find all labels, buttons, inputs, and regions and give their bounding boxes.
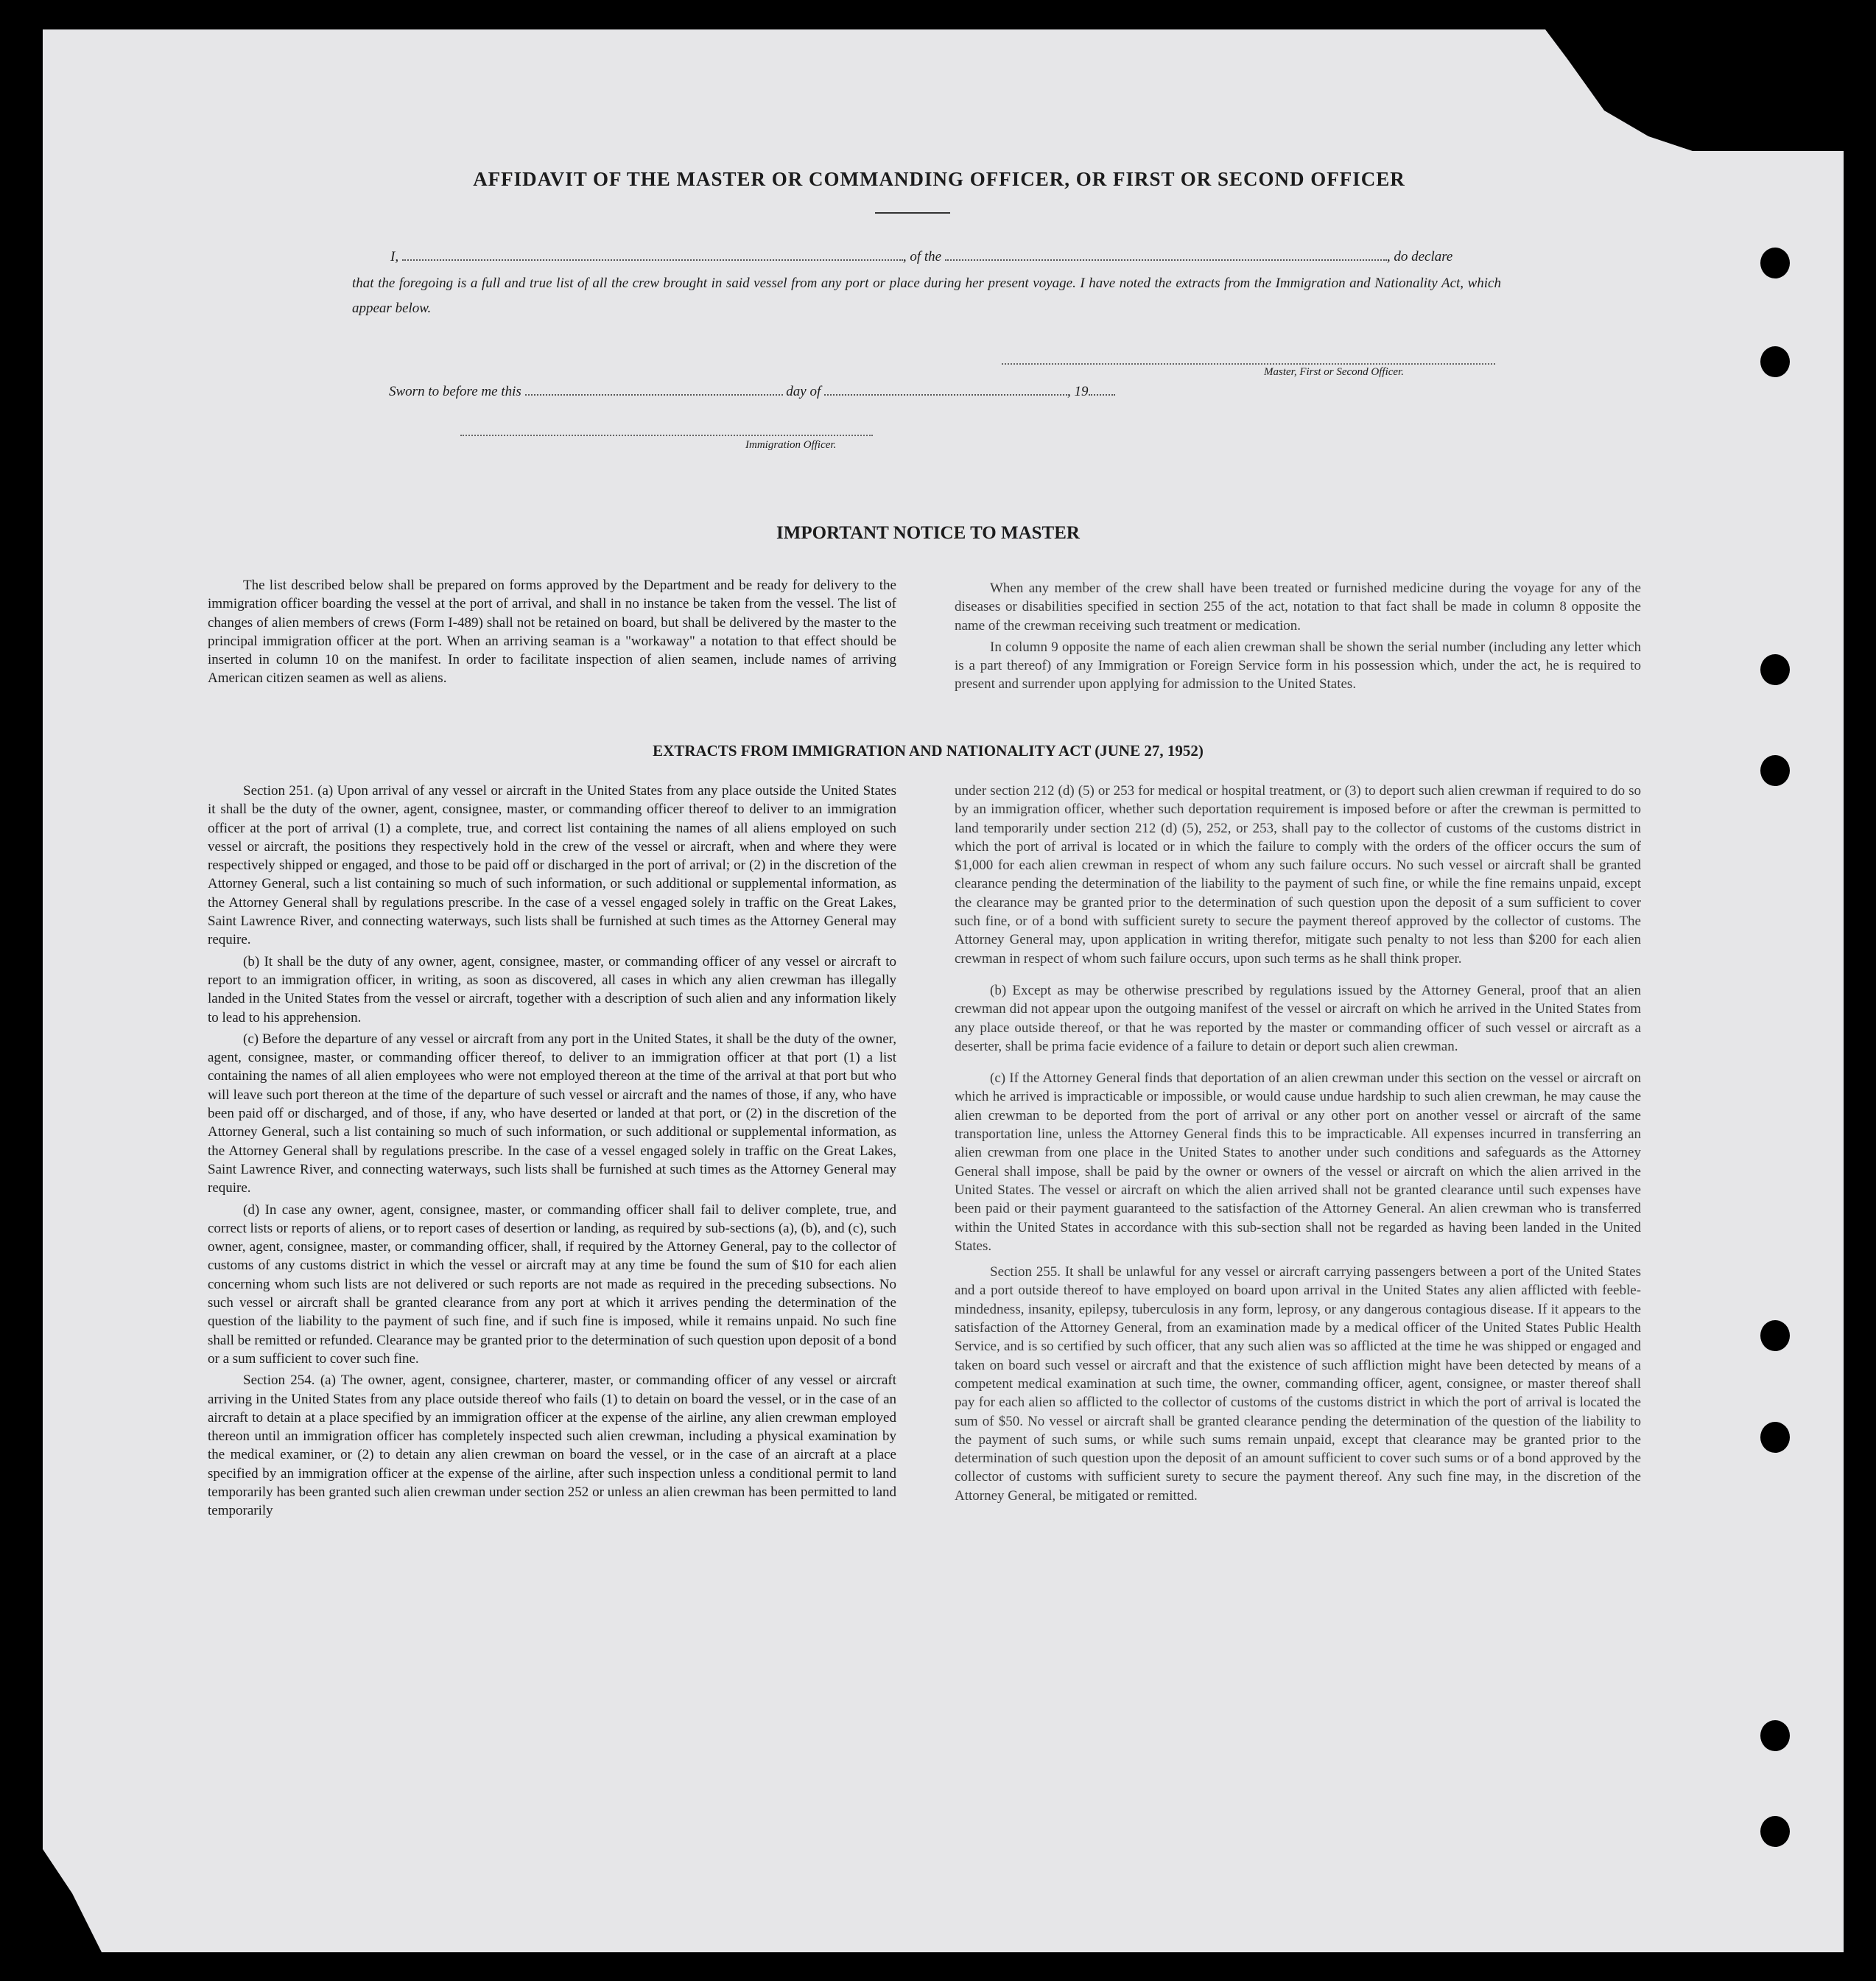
section-255: Section 255. It shall be unlawful for any vessel or aircraft carrying passengers between a port of the United States and a port outside thereof to have employed on board upon arrival in the United States any alien afflicted with feeble-mindedness, insanity, epilepsy, tuberculosis in any form, leprosy, or any dangerous contagious disease. If it appears to the satisfaction of the Attorney General, from an examination made by a medical officer of the United States Public Health Service, and is so certified by such officer, that any such alien was so afflicted at the time he was shipped or engaged and taken on board such vessel or aircraft and that the existence of such affliction might have been detected by means of a competent medical examination at such time, the owner, commanding officer, agent, consignee, or master thereof shall pay for each alien so afflicted to the collector of customs of the customs district in which the port of arrival is located the sum of $50. No vessel or aircraft shall be granted clearance pending the determination of the question of the liability to the payment of such sums, or while such sums remain unpaid, except that clearance may be granted prior to the determination of such question upon the deposit of an amount sufficient to cover such sums or of a bond approved by the collector of customs with sufficient surety to secure the payment thereof. Any such fine may, in the discretion of the Attorney General, be mitigated or remitted. [955,1264,1641,1504]
section-254-b: (b) Except as may be otherwise prescribed by regulations issued by the Attorney General, proof that an alien crewman did not appear upon the outgoing manifest of the vessel or aircraft on which he arrived in the United States from any place outside thereof, or that he was reported by the master or commanding officer of such vessel or aircraft as a deserter, shall be prima facie evidence of a failure to detain or deport such alien crewman. [955,982,1641,1054]
officer-caption: Immigration Officer. [745,439,837,451]
extracts-left-column [208,782,896,1524]
year-field[interactable] [1089,382,1115,396]
binder-hole-8 [1760,1816,1790,1847]
section-251-b: (b) It shall be the duty of any owner, agent, consignee, master, or commanding officer of any vessel or aircraft to report to an immigration officer, in writing, as soon as discovered, all cases in which any alien crewman has illegally landed in the United States from the vessel or aircraft, together with a description of such alien and any information likely to lead to his apprehension. [208,953,896,1025]
section-254-c: (c) If the Attorney General finds that deportation of an alien crewman under this section on the vessel or aircraft on which he arrived is impracticable or impossible, or would cause undue hardship to such alien crewman, he may cause the alien crewman to be deported from the port of arrival or any other port on another vessel or aircraft of the same transportation line, unless the Attorney General finds this to be impracticable. All expenses incurred in transferring an alien crewman from one place in the United States to another under such conditions and safeguards as the Attorney General shall impose, shall be paid by the owner or owners of the vessel or aircraft on which the alien arrived in the United States. The vessel or aircraft on which the alien arrived shall not be granted clearance until such expenses have been paid or their payment guaranteed to the satisfaction of the Attorney General. An alien crewman who is transferred within the United States in accordance with this sub-section shall not be regarded as having been landed in the United States. [955,1070,1641,1254]
section-251-a: Section 251. (a) Upon arrival of any vessel or aircraft in the United States from any place outside the United States it shall be the duty of the owner, agent, consignee, master, or commanding officer thereof to deliver to an immigration officer at the port of arrival (1) a complete, true, and correct list containing the names of all aliens employed on such vessel or aircraft, the positions they respectively hold in the crew of the vessel or aircraft, when and where they were respectively shipped or engaged, and those to be paid off or discharged in the port of arrival; or (2) in the discretion of the Attorney General, such a list containing so much of such information, or such additional or supplemental information, as the Attorney General shall by regulations prescribe. In the case of a vessel engaged solely in traffic on the Great Lakes, Saint Lawrence River, and connecting waterways, such lists shall be furnished at such times as the Attorney General may require. [208,783,896,948]
binder-hole-6 [1760,1422,1790,1453]
notice-right-column [955,579,1641,697]
extracts-title: EXTRACTS FROM IMMIGRATION AND NATIONALITY ACT (JUNE 27, 1952) [653,742,1204,760]
notice-title: IMPORTANT NOTICE TO MASTER [776,523,1080,543]
declaration-text: that the foregoing is a full and true list of all the crew brought in said vessel from any port or place during her present voyage. I have noted the extracts from the Immigration and Nationality Act, which appear below. [352,276,1501,316]
do-declare-label: , do declare [1386,249,1453,264]
declare-line [390,245,1452,270]
notice-right-paragraph-1: When any member of the crew shall have been treated or furnished medicine during the voyage for any of the diseases or disabilities specified in section 255 of the act, notation to that fact shall be made in column 8 opposite the name of the crewman receiving such treatment or medication. [955,581,1641,634]
notice-left-column [208,576,896,691]
vessel-field[interactable] [945,248,1387,261]
binder-hole-2 [1760,346,1790,377]
binder-hole-3 [1760,654,1790,685]
binder-hole-5 [1760,1320,1790,1351]
master-caption: Master, First or Second Officer. [1264,366,1404,378]
binder-hole-7 [1760,1720,1790,1751]
affidavit-title: AFFIDAVIT OF THE MASTER OR COMMANDING OFFICER, OR FIRST OR SECOND OFFICER [473,168,1405,190]
binder-hole-1 [1760,248,1790,278]
of-the-label: , of the [902,249,942,264]
year-label: , 19 [1067,384,1089,399]
sworn-line [389,379,1115,404]
section-251-c: (c) Before the departure of any vessel or aircraft from any port in the United States, it shall be the duty of the owner, agent, consignee, master, or commanding officer thereof, to deliver to an immigration officer at that port (1) a list containing the names of all alien employees who were not employed thereon at the time of the arrival at that port but who will leave such port thereon at the time of the departure of such vessel or aircraft and the names of those, if any, who have been paid off or discharged, and of those, if any, who have deserted or landed at that port, or (2) in the discretion of the Attorney General, such a list containing so much of such information, or such additional or supplemental information, as the Attorney General shall by regulations prescribe. In the case of a vessel engaged solely in traffic on the Great Lakes, Saint Lawrence River, and connecting waterways, such lists shall be furnished at such times as the Attorney General may require. [208,1031,896,1196]
extracts-right-column [955,782,1641,1508]
officer-signature-field[interactable] [460,435,873,436]
day-of-label: day of [786,384,821,399]
section-251-d: (d) In case any owner, agent, consignee, master, or commanding officer shall fail to deliver complete, true, and correct lists or reports of aliens, or to report cases of desertion or landing, as required by sub-sections (a), (b), and (c), such owner, agent, consignee, master, or commanding officer, shall, if required by the Attorney General, pay to the collector of customs of any customs district in which the vessel or aircraft may at any time be found the sum of $10 for each alien concerning whom such lists are not delivered or such reports are not made as required in the preceding subsections. No such vessel or aircraft shall be granted clearance from any port at which it arrives pending the determination of the question of the liability to the payment of such fine, and if such fine is imposed, while it remains unpaid. No such fine shall be remitted or refunded. Clearance may be granted prior to the determination of such question upon deposit of a bond or a sum sufficient to cover such fine. [208,1202,896,1367]
title-rule [875,212,950,214]
sworn-label: Sworn to before me this [389,384,521,399]
name-field[interactable] [402,248,903,261]
notice-right-paragraph-2: In column 9 opposite the name of each alien crewman shall be shown the serial number (including any letter which is a part thereof) of any Immigration or Foreign Service form in his possession which, under the act, he is required to present and surrender upon applying for admission to the United States. [955,639,1641,693]
notice-left-paragraph: The list described below shall be prepared on forms approved by the Department and be ready for delivery to the immigration officer boarding the vessel at the port of arrival, and shall in no instance be taken from the vessel. The list of changes of alien members of crews (Form I-489) shall not be retained on board, but shall be delivered by the master to the principal immigration officer at the port. When an arriving seaman is a "workaway" a notation to that effect should be inserted in column 10 on the manifest. In order to facilitate inspection of alien seamen, include names of arriving American citizen seamen as well as aliens. [208,578,896,687]
section-254-a-cont: under section 212 (d) (5) or 253 for medical or hospital treatment, or (3) to deport such alien crewman if required to do so by an immigration officer, whether such deportation requirement is imposed before or after the crewman is permitted to land temporarily under section 212 (d) (5), 252, or 253, shall pay to the collector of customs of the customs district in which the port of arrival is located or in which the failure to comply with the orders of the officer occurs the sum of $1,000 for each alien crewman in respect of whom any such failure occurs. No such vessel or aircraft shall be granted clearance pending the determination of the liability to the payment of such fine, or while the fine remains unpaid, except the clearance may be granted prior to the determination of such question upon the deposit of a sum sufficient to cover such fine, or of a bond with sufficient surety to secure the payment thereof approved by the collector of customs. The Attorney General may, upon application in writing therefor, mitigate such penalty to not less than $200 for each alien crewman in respect of whom such failure occurs, upon such terms as he shall think proper. [955,783,1641,967]
i-label: I, [390,249,399,264]
sworn-day-field[interactable] [525,382,783,396]
master-signature-field[interactable] [1002,363,1495,365]
section-254-a: Section 254. (a) The owner, agent, consignee, charterer, master, or commanding officer of any vessel or aircraft arriving in the United States from any place outside thereof who fails (1) to detain on board the vessel, or in the case of an aircraft to detain at a place specified by an immigration officer at the expense of the airline, any alien crewman employed thereon until an immigration officer has completely inspected such alien crewman, including a physical examination by the medical examiner, or (2) to detain any alien crewman on board the vessel, or in the case of an aircraft at a place specified by an immigration officer at the expense of the airline, after such inspection unless a conditional permit to land temporarily has been granted such alien crewman under section 252 or unless an alien crewman has been permitted to land temporarily [208,1372,896,1519]
sworn-month-field[interactable] [824,382,1067,396]
